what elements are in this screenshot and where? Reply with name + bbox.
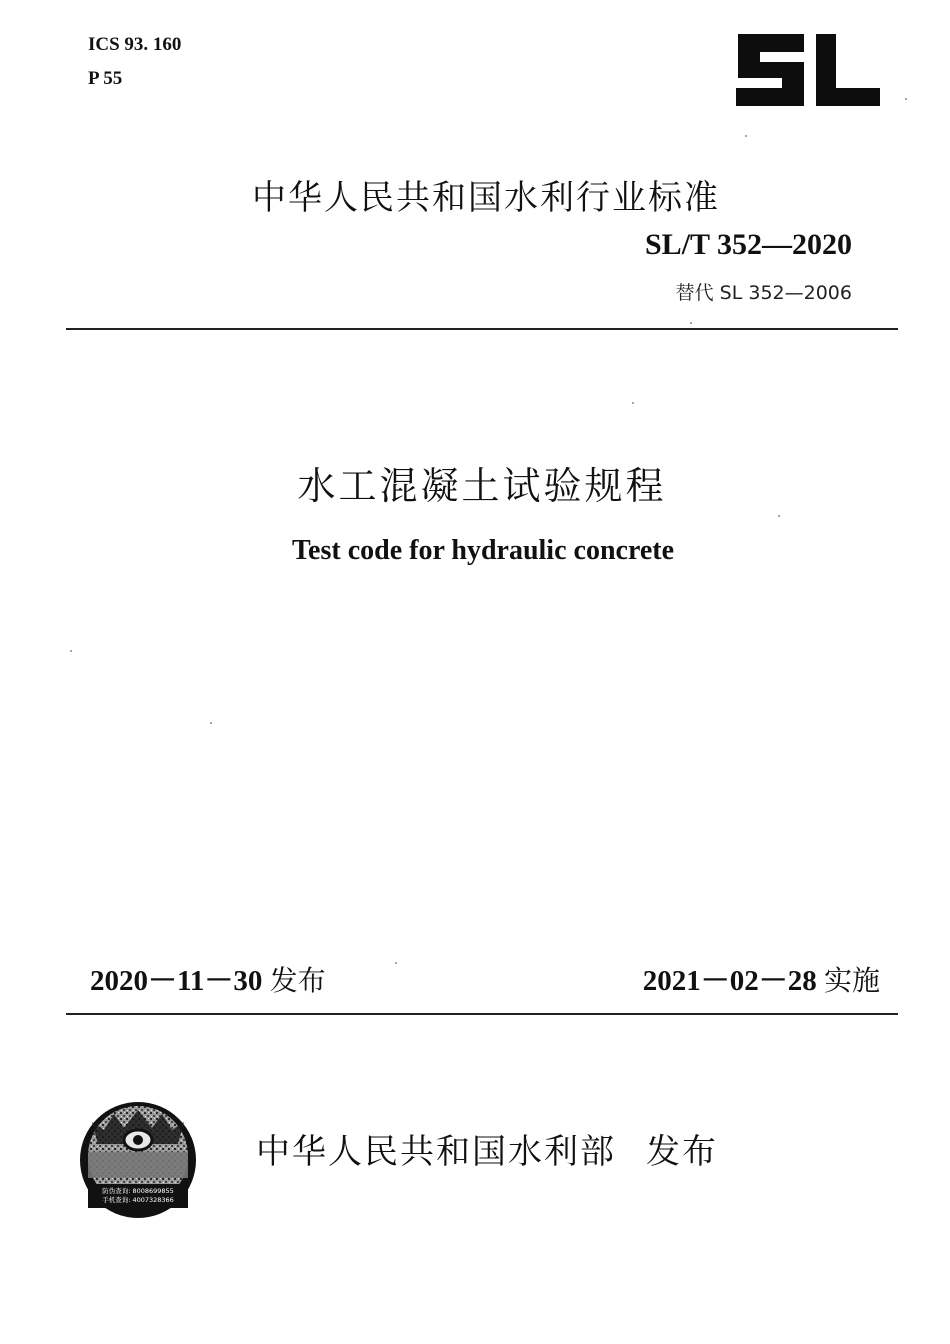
document-title-en: Test code for hydraulic concrete xyxy=(291,535,675,566)
ics-code: ICS 93. 160 xyxy=(88,34,182,55)
replaces-standard: 替代 SL 352—2006 xyxy=(675,282,852,304)
scan-speck xyxy=(395,962,397,964)
category-code: P 55 xyxy=(88,68,123,89)
effective-date-value: 2021－02－28 xyxy=(642,965,817,997)
scan-speck xyxy=(905,98,907,100)
scan-speck xyxy=(632,402,634,404)
issue-date xyxy=(90,958,326,999)
anti-counterfeit-seal xyxy=(78,1100,198,1220)
document-title-cn: 水工混凝土试验规程 xyxy=(297,464,667,508)
classification-block xyxy=(88,28,181,96)
scan-speck xyxy=(690,322,692,324)
standard-code: SL/T 352—2020 xyxy=(645,228,852,261)
scan-speck xyxy=(70,650,72,652)
publish-label: 发布 xyxy=(646,1132,718,1172)
seal-line-2: 手机查询: 4007328366 xyxy=(102,1196,174,1204)
seal-line-1: 防伪查询: 8008699855 xyxy=(102,1187,174,1195)
issue-label: 发布 xyxy=(269,964,326,997)
scan-speck xyxy=(745,135,747,137)
sl-logo xyxy=(734,30,884,110)
bottom-divider xyxy=(66,1013,898,1015)
publisher-line xyxy=(256,1124,718,1173)
top-divider xyxy=(66,328,898,330)
publisher-name: 中华人民共和国水利部 xyxy=(256,1132,616,1172)
issue-date-value: 2020－11－30 xyxy=(90,965,263,997)
scan-speck xyxy=(778,515,780,517)
scan-speck xyxy=(210,722,212,724)
effective-label: 实施 xyxy=(823,964,880,997)
effective-date xyxy=(643,958,880,999)
